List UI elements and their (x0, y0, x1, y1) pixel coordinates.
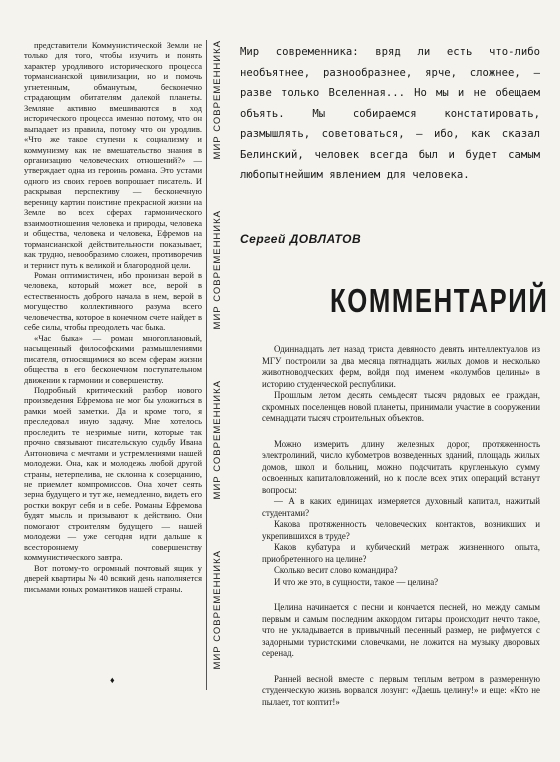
right-paragraph: — А в каких единицах измеряется духовный капитал, нажитый студентами? (262, 496, 540, 518)
side-banner-label: МИР СОВРЕМЕННИКА (212, 550, 223, 670)
left-paragraph: Подробный критический разбор нового произведения Ефремова не мог бы уложиться в рамки моей заметки. Да и кроме того, я преследовал иную задачу. Мне хотелось проследить те незримые нити, которые так прочно связывают писательскую судьбу Ивана Антоновича с мечтами и устремлениями нашей молодежи. Она, как и молодежь любой другой страны, нетерпелива, не склонна к созерцанию, не приемлет компромиссов. Она хочет сеять зерна будущего и тут же, немедленно, видеть его ростки вокруг себя и в себе. Романы Ефремова будят мысль и призывают к действию. Они помогают строителям будущего — нашей молодежи — уже сегодня идти дальше к всестороннему совершенству коммунистического завтра. (24, 384, 202, 563)
left-paragraph: Роман оптимистичен, ибо пронизан верой в человека, который может все, верой в естественность доброго начала в нем, верой в могущество коллективного разума всего человечества, которое в конечном счете найдет в себе силы, чтобы преодолеть час быка. (24, 269, 202, 333)
author-name: Сергей ДОВЛАТОВ (240, 232, 362, 246)
epigraph: Мир современника: вряд ли есть что-либо необъятнее, разнообразнее, ярче, сложнее, — разве только Вселенная... Но мы и не обещаем объять. Мы собираемся констатировать, размышлять, советоваться, — ибо, как сказал Белинский, человек всегда был и будет самым любопытнейшим явлением для человека. (240, 46, 540, 181)
end-bullet-icon: ♦ (110, 675, 115, 685)
right-paragraph: Ранней весной вместе с первым теплым ветром в размеренную студенческую жизнь ворвался лозунг: «Даешь целину!» и еще: «Кто не пылает, тот коптит!» (262, 673, 540, 707)
side-banner (212, 40, 226, 690)
section-gap (262, 588, 540, 602)
right-paragraph: И что же это, в сущности, такое — целина? (274, 576, 439, 587)
right-paragraph: Каков кубатура и кубический метраж жизненного опыта, приобретенного на целине? (262, 542, 540, 564)
side-banner-label: МИР СОВРЕМЕННИКА (212, 210, 223, 330)
right-paragraph: Одиннадцать лет назад триста девяносто девять интеллектуалов из МГУ построили за два месяца пятнадцать жилых домов и несколько животноводческих ферм, войдя под именем «колумбов целины» в историю студенческой республики. (262, 344, 540, 389)
column-divider (206, 40, 207, 690)
right-paragraph: Целина начинается с песни и кончается песней, но между самым первым и самым последним аккордом гитары происходит нечто такое, что не укладывается в привычный песенный размер, не рифмуется с задорными туристскими словечками, не ложится на музыку дворовых серенад. (262, 602, 540, 658)
left-paragraph: представители Коммунистической Земли не только для того, чтобы изучить и понять характер уродливого исторического процесса тормансианской цивилизации, но и помочь угнетенным, обманутым, бесконечно страдающим обитателям далекой планеты. Землянe активно вмешиваются в ход исторического процесса именно потому, что он выпадает из правила, потому что он уродлив. «Что же такое ступени к социализму и коммунизму как не вмешательство знания в организацию человеческих отношений?» — утверждает одна из героинь романа. Это устами одного из своих героев вопрошает писатель. И раскрывая перспективу — бесконечную вереницу картин поистине прекрасной жизни на Земле во всех сферах гармонического взаимоотношения человека и природы, человека и общества, человека и человека, Ефремов на тормансианской действительности показывает, как трудно, невообразимо сложен, противоречив и тернист путь к великой и благородной цели. (24, 40, 202, 270)
right-paragraph: Можно измерить длину железных дорог, протяженность электролиний, число кубометров возведенных зданий, площадь жилых домов, школ и больниц, можно подсчитать кругленькую сумму освоенных капиталовложений, но к после всех этих операций встанут вопросы: (262, 438, 540, 495)
left-paragraph: Вот потому-то огромный почтовый ящик у дверей квартиры № 40 всякий день наполняется письмами юных романтиков нашей страны. (24, 562, 202, 594)
left-article-column (24, 40, 202, 594)
right-paragraph: Какова протяженность человеческих контактов, возникших и укрепившихся в труде? (262, 519, 540, 541)
left-paragraph: «Час быка» — роман многоплановый, насыщенный философскими размышлениями писателя, относящимися ко всем сферам жизни общества в его бесконечном поступательном движении к гармонии и совершенству. (24, 332, 202, 385)
side-banner-label: МИР СОВРЕМЕННИКА (212, 380, 223, 500)
section-gap (262, 660, 540, 674)
right-article-column (262, 344, 540, 708)
article-title: КОММЕНТАРИЙ (330, 282, 549, 319)
section-gap (262, 425, 540, 439)
side-banner-label: МИР СОВРЕМЕННИКА (212, 40, 223, 160)
right-paragraph: Прошлым летом десять семьдесят тысяч рядовых ее граждан, скромных поселенцев новой планеты, принимали участие в сооружении семнадцати тысяч строительных объектов. (262, 390, 540, 423)
right-paragraph: Сколько весит слово командира? (274, 565, 398, 575)
